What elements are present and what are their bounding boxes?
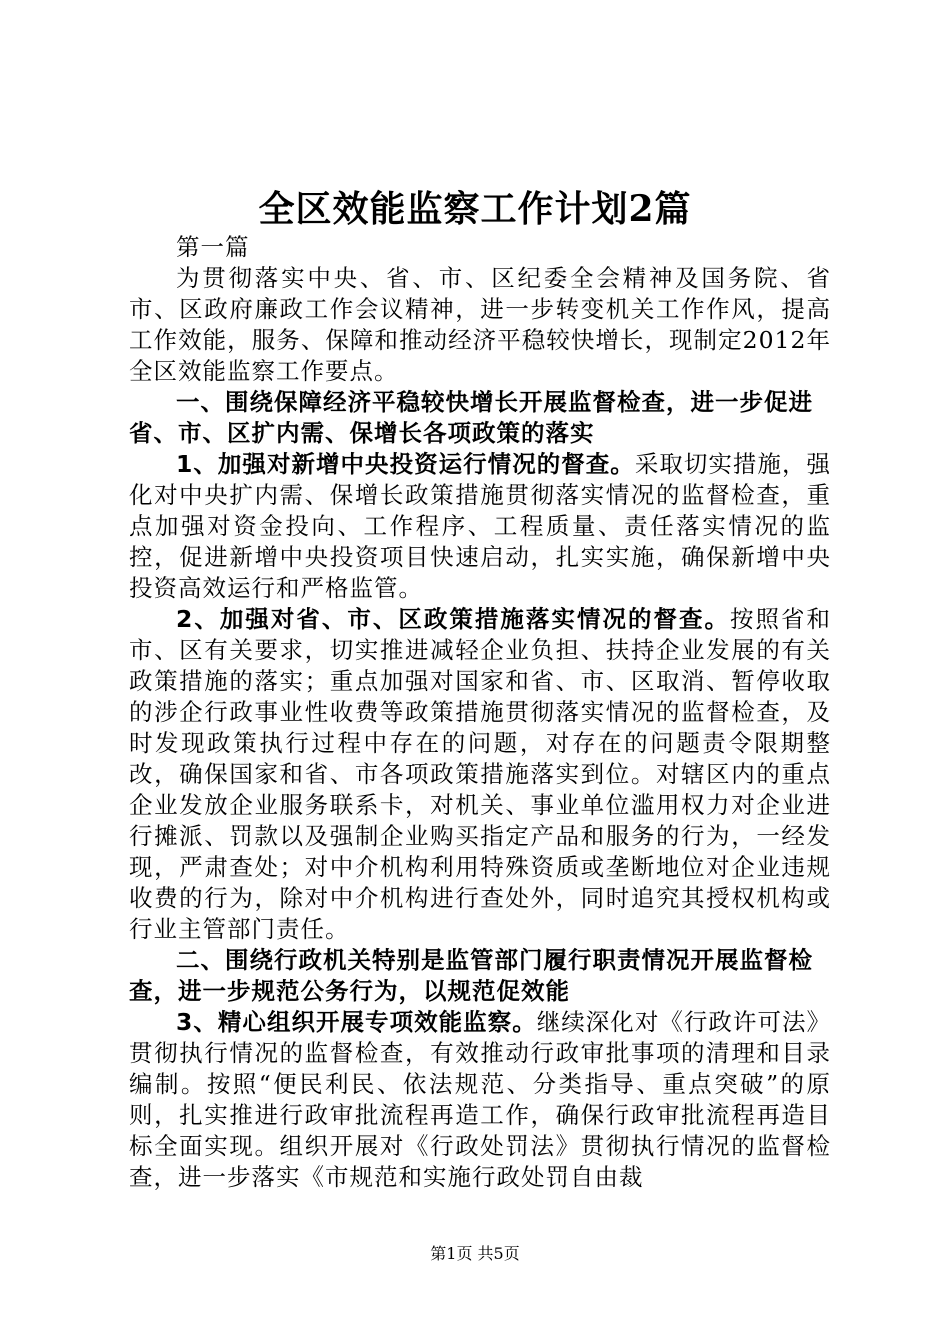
item-2-text: 按照省和市、区有关要求，切实推进减轻企业负担、扶持企业发展的有关政策措施的落实；重点加强对国家和省、市、区取消、暂停收取的涉企行政事业性收费等政策措施贯彻落实情况的监督检查，及时发现政策执行过程中存在的问题，对存在的问题责令限期整改，确保国家和省、市各项政策措施落实到位。对辖区内的重点企业发放企业服务联系卡，对机关、事业单位滥用权力对企业进行摊派、罚款以及强制企业购买指定产品和服务的行为，一经发现，严肃查处；对中介机构利用特殊资质或垄断地位对企业违规收费的行为，除对中介机构进行查处外，同时追究其授权机构或行业主管部门责任。 [129, 605, 832, 943]
section-heading-1: 一、围绕保障经济平稳较快增长开展监督检查，进一步促进省、市、区扩内需、保增长各项政策的落实 [129, 388, 813, 447]
section-label: 第一篇 [176, 233, 250, 261]
intro-paragraph: 为贯彻落实中央、省、市、区纪委全会精神及国务院、省市、区政府廉政工作会议精神，进一步转变机关工作作风，提高工作效能，服务、保障和推动经济平稳较快增长，现制定2012年全区效能监察工作要点。 [129, 264, 831, 385]
item-3-lead: 3、精心组织开展专项效能监察。 [176, 1008, 537, 1036]
document-title: 全区效能监察工作计划2篇 [258, 188, 692, 230]
page-footer: 第1页 共5页 [430, 1244, 520, 1263]
item-2-lead: 2、加强对省、市、区政策措施落实情况的督查。 [176, 605, 730, 633]
document-body [129, 232, 831, 1193]
item-1-lead: 1、加强对新增中央投资运行情况的督查。 [176, 450, 635, 478]
item-3-paragraph [129, 1007, 831, 1193]
item-2-paragraph [129, 604, 831, 945]
section-heading-2: 二、围绕行政机关特别是监管部门履行职责情况开展监督检查，进一步规范公务行为，以规范促效能 [129, 946, 813, 1005]
item-1-paragraph [129, 449, 831, 604]
item-3-text: 继续深化对《行政许可法》贯彻执行情况的监督检查，有效推动行政审批事项的清理和目录编制。按照“便民利民、依法规范、分类指导、重点突破”的原则，扎实推进行政审批流程再造工作，确保行政审批流程再造目标全面实现。组织开展对《行政处罚法》贯彻执行情况的监督检查，进一步落实《市规范和实施行政处罚自由裁 [129, 1008, 832, 1191]
item-1-text: 采取切实措施，强化对中央扩内需、保增长政策措施贯彻落实情况的监督检查，重点加强对资金投向、工作程序、工程质量、责任落实情况的监控，促进新增中央投资项目快速启动，扎实实施，确保新增中央投资高效运行和严格监管。 [129, 450, 832, 602]
